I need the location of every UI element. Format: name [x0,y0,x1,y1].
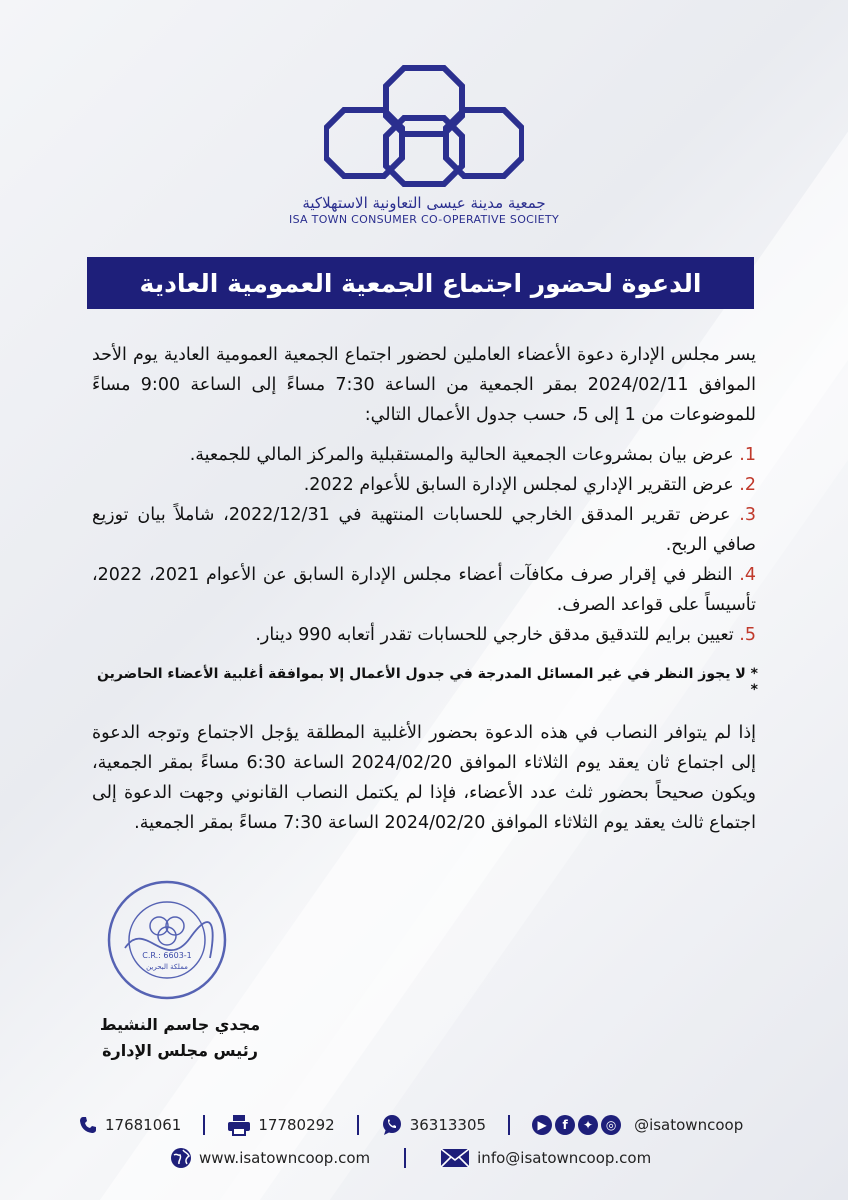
phone-icon [78,1115,98,1135]
social-handle[interactable]: @isatowncoop [634,1116,744,1134]
cooperative-logo-icon [324,62,524,192]
org-name-arabic: جمعية مدينة عيسى التعاونية الاستهلاكية [302,194,546,212]
signer-name: مجدي جاسم النشيط [99,1015,261,1034]
fax-contact [227,1114,334,1136]
website-link[interactable]: www.isatowncoop.com [199,1149,371,1167]
footer-web-row [170,1143,730,1173]
instagram-icon[interactable]: ◎ [601,1115,621,1135]
agenda-list [92,440,756,650]
agenda-item [92,500,756,560]
fax-icon [227,1114,251,1136]
agenda-item [92,440,756,470]
phone-number[interactable]: 17681061 [105,1116,182,1134]
agenda-item-number: 3. [739,505,756,525]
agenda-item-number: 5. [739,625,756,645]
facebook-icon[interactable]: f [555,1115,575,1135]
whatsapp-icon [381,1114,403,1136]
globe-icon [170,1147,192,1169]
fax-number[interactable]: 17780292 [258,1116,335,1134]
stamp-seal-icon [105,878,230,1003]
phone-contact [78,1115,181,1135]
social-icons [532,1115,621,1135]
agenda-item-number: 1. [739,445,756,465]
intro-paragraph: يسر مجلس الإدارة دعوة الأعضاء العاملين لحضور اجتماع الجمعية العمومية العادية يوم الأحد الموافق 2024/02/11 بمقر الجمعية من الساعة 7:30 مساءً إلى الساعة 9:00 مساءً للموضوعات من 1 إلى 5، حسب جدول الأعمال التالي: [92,345,756,425]
divider [508,1115,510,1135]
divider [357,1115,359,1135]
official-stamp [105,878,230,1007]
website-contact [170,1147,370,1169]
agenda-item-number: 2. [739,475,756,495]
agenda-item-text: عرض التقرير الإداري لمجلس الإدارة السابق للأعوام 2022. [303,475,734,495]
agenda-item [92,560,756,620]
twitter-icon[interactable]: ✦ [578,1115,598,1135]
agenda-item-text: تعيين برايم للتدقيق مدقق خارجي للحسابات تقدر أتعابه 990 دينار. [255,625,734,645]
agenda-item-number: 4. [739,565,756,585]
page-title: الدعوة لحضور اجتماع الجمعية العمومية العادية [87,257,754,309]
quorum-paragraph: إذا لم يتوافر النصاب في هذه الدعوة بحضور الأغلبية المطلقة يؤجل الاجتماع وتوجه الدعوة إلى اجتماع ثان يعقد يوم الثلاثاء الموافق 2024/02/20 الساعة 6:30 مساءً بمقر الجمعية، ويكون صحيحاً بحضور ثلث عدد الأعضاء، فإذا لم يكتمل النصاب القانوني وجهت الدعوة إلى اجتماع ثالث يعقد يوم الثلاثاء الموافق 2024/02/20 الساعة 7:30 مساءً بمقر الجمعية. [92,723,756,833]
agenda-item-text: عرض بيان بمشروعات الجمعية الحالية والمستقبلية والمركز المالي للجمعية. [189,445,734,465]
whatsapp-number[interactable]: 36313305 [409,1116,487,1134]
email-contact [440,1148,651,1168]
whatsapp-contact [381,1114,486,1136]
logo-block [0,62,848,226]
divider [404,1148,406,1168]
agenda-item-text: النظر في إقرار صرف مكافآت أعضاء مجلس الإدارة السابق عن الأعوام 2021، 2022، تأسيساً على قواعد الصرف. [92,565,756,615]
org-name-english: ISA TOWN CONSUMER CO-OPERATIVE SOCIETY [289,213,559,226]
mail-icon [440,1148,470,1168]
footer-contact-row [78,1110,778,1140]
social-contact [532,1115,743,1135]
youtube-icon[interactable]: ▶ [532,1115,552,1135]
divider [203,1115,205,1135]
signer-role: رئيس مجلس الإدارة [102,1041,258,1060]
agenda-item [92,470,756,500]
email-link[interactable]: info@isatowncoop.com [477,1149,652,1167]
svg-text:C.R.: 6603-1: C.R.: 6603-1 [142,951,192,960]
agenda-note: * لا يجوز النظر في غير المسائل المدرجة في جدول الأعمال إلا بموافقة أغلبية الأعضاء الحاضرين * [97,666,758,698]
svg-text:مملكة البحرين: مملكة البحرين [146,963,188,971]
agenda-item-text: عرض تقرير المدقق الخارجي للحسابات المنتهية في 2022/12/31، شاملاً بيان توزيع صافي الربح. [92,505,756,555]
signature-block [80,1012,280,1064]
agenda-item [92,620,756,650]
